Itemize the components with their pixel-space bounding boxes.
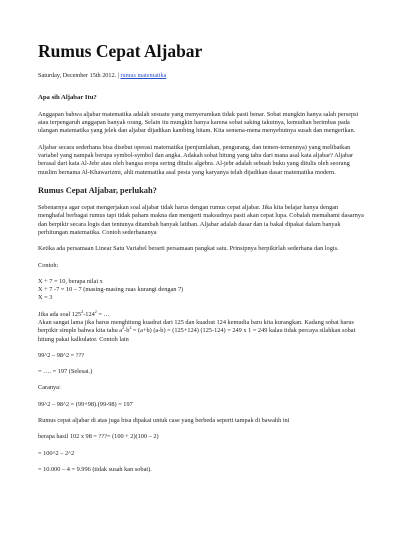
example-line: 99^2 – 98^2 = (99+98).(99-98) = 197 bbox=[38, 400, 133, 408]
paragraph: Akan sangat lama jika harus menghitung kuadrat dari 125 dan kuadrat 124 kemudia baru kita kurangkan. Kadang sobat harus berpikir simple bahwa kita tahu $a^2-b^2 = (a+b) (a-b) = (125+124) (125-124) = 249$ x 1 = 249 kalau tidak percaya silahkan sobat hitung pakai kalkulator. Contoh lain bbox=[38, 318, 356, 343]
paragraph: Aljabar secara sederhana bisa disebut operasi matematika (penjumlahan, pengurang, dan temen-temennya) yang melibatkan variabel yang nampak berupa symbol-symbol dan angka. Adakah sobat hitung yang tahu dari mana asal kata aljabar? Aljabar berasal dari kata Al-Jebr atau oleh bangsa eropa sering ditulis algebra. Al-jebr adalah sebuah buku yang ditulis oleh seorang muslim bernama Al-Khawarizmi, ahli matematika asal pesia yang karyanya telah dijadikan dasar matematika modern. bbox=[38, 143, 354, 176]
article-content bbox=[38, 94, 364, 482]
paragraph: Rumus cepat aljabar di atas juga bisa dipakai untuk case yang berbeda seperti tampak di bawahh ini bbox=[38, 417, 290, 425]
equation-line: X = 3 bbox=[38, 294, 53, 302]
paragraph: Anggapan bahwa aljabar matematika adalah sesuatu yang menyeramkan tidak pasti benar. Sobat mungkin hanya salah persepsi atau terpengaruh anggapan banyak orang. Selain itu mungkin hanya karena sobat saking takutnya, kemudian berimbas pada ulangan matematika yang jelek dan aljabar dijadikan kambing hitam. Kita semena-mena menyebutnya susah dan mengerikan. bbox=[38, 110, 359, 135]
post-date: Saturday, December 15th 2012. | bbox=[38, 72, 121, 79]
post-meta bbox=[38, 72, 166, 80]
paragraph: Sebenarnya agar cepat mengerjakan soal aljabar tidak harus dengan rumus cepat aljabar. Jika kita belajar hanya dengan menghafal berbagai rumus tapi tidak paham makna dan mengerti maksudnya pasti akan cepat lupa. Cobalah memahami dasarnya dan berpikir secara logis dan tentunya ditambah banyak latihan. Aljabar adalah dasar dan ia bakal dipakai dalam banyak perhitungan matematika. Contoh sederhananya bbox=[38, 204, 364, 236]
paragraph: Ketika ada persamaan Linear Satu Variabel berarti persamaan pangkat satu. Prinsipnya berpikirlah sederhana dan logis. bbox=[38, 245, 339, 253]
example-label: Contoh: bbox=[38, 261, 59, 269]
intro-heading: Apa sih Aljabar Itu? bbox=[38, 94, 97, 101]
soal-block bbox=[38, 308, 364, 344]
example-line: berapa hasil 102 x 98 = ???= (100 + 2)(100 – 2) bbox=[38, 433, 159, 441]
equation-line: X + 7 -7 = 10 – 7 (masing-masing ruas kurangi dengan 7) bbox=[38, 286, 184, 294]
page-title: Rumus Cepat Aljabar bbox=[38, 41, 203, 61]
example-line: = 100^2 – 2^2 bbox=[38, 449, 75, 457]
equation-line: X + 7 = 10, berapa nilai x bbox=[38, 277, 103, 285]
section-heading: Rumus Cepat Aljabar, perlukah? bbox=[38, 185, 157, 195]
example-line: = 10.000 – 4 = 9.996 (tidak susah kan sobat). bbox=[38, 465, 152, 473]
example-line: 99^2 – 98^2 = ??? bbox=[38, 351, 85, 359]
category-link[interactable]: rumus matematika bbox=[120, 72, 167, 79]
equation-block bbox=[38, 278, 364, 303]
example-line: = …. = 197 (Selesai.) bbox=[38, 368, 93, 376]
example-label: Caranya: bbox=[38, 384, 61, 392]
soal-line: Jika ada soal $125^2-124^2$ = … bbox=[38, 308, 110, 318]
